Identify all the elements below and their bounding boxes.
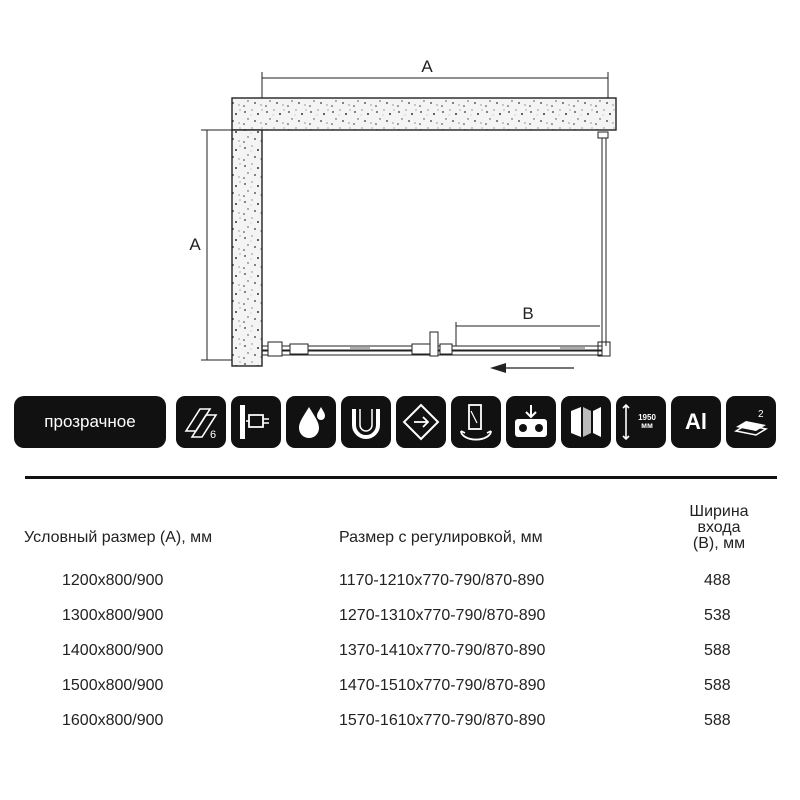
aluminum-label: Al: [685, 409, 707, 434]
dimension-a-top: [262, 72, 608, 98]
dimension-a-left-label: A: [189, 235, 201, 254]
row-adjust: 1170-1210x770-790/870-890: [339, 572, 545, 589]
row-adjust: 1470-1510x770-790/870-890: [339, 677, 546, 694]
glass-type-label: прозрачное: [44, 412, 136, 431]
row-entry: 538: [704, 607, 731, 624]
height-icon: [616, 396, 666, 448]
table-row: [0, 572, 800, 602]
dimension-a-left: [201, 130, 232, 360]
warranty-label: 2: [758, 409, 764, 420]
row-entry: 588: [704, 712, 731, 729]
features-icon-row: [14, 396, 786, 450]
table-row: [0, 642, 800, 672]
reversible-icon: [396, 396, 446, 448]
glass-thickness-label: 6: [210, 429, 217, 441]
dimension-b: [456, 322, 600, 346]
row-size: 1500x800/900: [62, 677, 164, 694]
row-size: 1200x800/900: [62, 572, 164, 589]
table-row: [0, 712, 800, 742]
adjustable-wheels-icon: [451, 396, 501, 448]
row-entry: 588: [704, 677, 731, 694]
table-row: [0, 677, 800, 707]
glass-type-badge: [14, 396, 166, 448]
header-entry-width-line1: Ширина: [689, 503, 749, 520]
section-divider: [25, 476, 777, 479]
left-wall: [232, 130, 262, 366]
folding-panels-icon: [561, 396, 611, 448]
row-size: 1300x800/900: [62, 607, 164, 624]
header-entry-width-line2: входа: [697, 519, 741, 536]
row-adjust: 1570-1610x770-790/870-890: [339, 712, 546, 729]
aluminum-icon: [671, 396, 721, 448]
row-entry: 588: [704, 642, 731, 659]
shower-plan-diagram: [0, 0, 800, 380]
row-entry: 488: [704, 572, 731, 589]
header-entry-width-line3: (B), мм: [692, 535, 746, 552]
dimension-b-label: B: [522, 304, 534, 323]
wall-mount-icon: [231, 396, 281, 448]
top-wall: [232, 98, 616, 130]
glass-thickness-icon: [176, 396, 226, 448]
u-profile-icon: [341, 396, 391, 448]
row-size: 1600x800/900: [62, 712, 164, 729]
side-glass-panel: [598, 132, 610, 356]
header-nominal-size: Условный размер (A), мм: [24, 529, 213, 546]
row-adjust: 1270-1310x770-790/870-890: [339, 607, 546, 624]
height-label: 1950 мм: [638, 413, 656, 430]
header-adjustable-size: Размер с регулировкой, мм: [339, 529, 543, 546]
sliding-door-track: [262, 332, 602, 356]
dimension-a-top-label: A: [421, 57, 433, 76]
sliding-rollers-icon: [506, 396, 556, 448]
header-entry-width: [664, 504, 774, 552]
table-row: [0, 607, 800, 637]
row-adjust: 1370-1410x770-790/870-890: [339, 642, 546, 659]
slide-direction-arrow: [490, 363, 574, 373]
row-size: 1400x800/900: [62, 642, 164, 659]
warranty-icon: [726, 396, 776, 448]
water-repellent-icon: [286, 396, 336, 448]
